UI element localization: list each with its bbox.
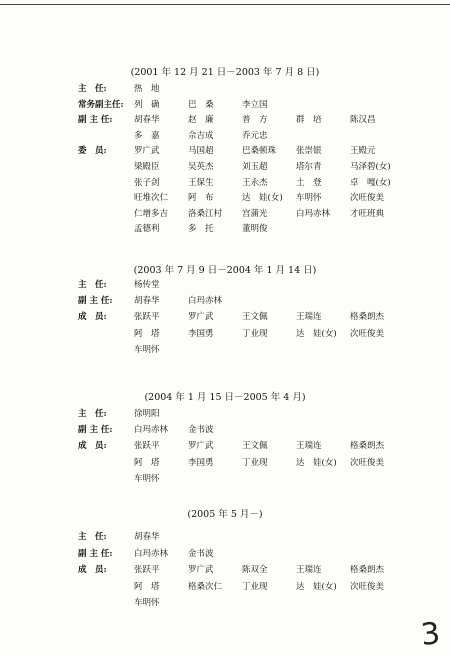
roster-row bbox=[0, 439, 450, 453]
member-name: 罗广武 bbox=[188, 441, 214, 452]
member-name: 丁业现 bbox=[242, 581, 268, 592]
member-name: 罗广武 bbox=[188, 312, 214, 323]
roster-row bbox=[0, 407, 450, 421]
member-name: 白玛赤林 bbox=[134, 548, 169, 559]
roster-row bbox=[0, 278, 450, 292]
roster-row bbox=[0, 343, 450, 357]
role-label: 成 员: bbox=[78, 565, 107, 575]
member-name: 梁殿臣 bbox=[134, 162, 160, 172]
member-name: 胡春华 bbox=[134, 532, 160, 542]
member-name: 丁业现 bbox=[242, 457, 268, 468]
member-name: 王殿元 bbox=[350, 146, 376, 157]
member-name: 车明怀 bbox=[296, 193, 322, 204]
member-name: 赵 廉 bbox=[188, 115, 214, 126]
member-name: 达 娃(女) bbox=[242, 193, 283, 204]
member-name: 才旺班典 bbox=[350, 208, 385, 219]
member-name: 罗广武 bbox=[134, 146, 160, 157]
member-name: 胡春华 bbox=[134, 296, 160, 307]
roster-row bbox=[0, 547, 450, 561]
role-label: 成 员: bbox=[78, 441, 107, 452]
roster-row bbox=[0, 207, 450, 221]
member-name: 格桑朗杰 bbox=[350, 565, 385, 575]
member-name: 金书波 bbox=[188, 548, 214, 559]
role-label: 主 任: bbox=[78, 84, 107, 94]
member-name: 巴桑顿珠 bbox=[242, 146, 277, 157]
roster-row bbox=[0, 310, 450, 324]
roster-row bbox=[0, 327, 450, 341]
member-name: 吴英杰 bbox=[188, 162, 214, 172]
member-name: 洛桑江村 bbox=[188, 208, 223, 219]
roster-row bbox=[0, 563, 450, 577]
member-name: 罗广武 bbox=[188, 565, 214, 575]
roster-row bbox=[0, 294, 450, 308]
period-heading: (2001 年 12 月 21 日－2003 年 7 月 8 日) bbox=[130, 67, 320, 78]
member-name: 张跃平 bbox=[134, 565, 160, 575]
member-name: 丁业现 bbox=[242, 328, 268, 339]
member-name: 车明怀 bbox=[134, 344, 160, 355]
member-name: 孟德利 bbox=[134, 224, 160, 235]
period-heading: (2005 年 5 月－) bbox=[187, 509, 263, 520]
member-name: 旺堆次仁 bbox=[134, 193, 169, 204]
member-name: 白玛赤林 bbox=[188, 296, 223, 307]
member-name: 王瑞连 bbox=[296, 565, 322, 575]
role-label: 副 主 任: bbox=[78, 548, 113, 559]
roster-row bbox=[0, 98, 450, 112]
role-label: 主 任: bbox=[78, 409, 107, 419]
member-name: 巴 桑 bbox=[188, 99, 214, 110]
member-name: 次旺俊美 bbox=[350, 193, 385, 204]
member-name: 白玛赤林 bbox=[296, 208, 331, 219]
member-name: 金书波 bbox=[188, 425, 214, 436]
member-name: 达 娃(女) bbox=[296, 457, 337, 468]
member-name: 次旺俊美 bbox=[350, 457, 385, 468]
member-name: 马泽碧(女) bbox=[350, 162, 391, 172]
member-name: 张子剑 bbox=[134, 177, 160, 188]
member-name: 达 娃(女) bbox=[296, 328, 337, 339]
member-name: 车明怀 bbox=[134, 473, 160, 484]
member-name: 王保生 bbox=[188, 177, 214, 188]
role-label: 副 主 任: bbox=[78, 296, 113, 307]
member-name: 塔尔青 bbox=[296, 162, 322, 172]
page-number-mark: 3 bbox=[419, 616, 442, 653]
roster-row bbox=[0, 456, 450, 470]
member-name: 格桑朗杰 bbox=[350, 312, 385, 323]
member-name: 次旺俊美 bbox=[350, 581, 385, 592]
member-name: 陈双全 bbox=[242, 565, 268, 575]
member-name: 群 培 bbox=[296, 115, 322, 126]
role-label: 委 员: bbox=[78, 146, 107, 157]
member-name: 刘玉超 bbox=[242, 162, 268, 172]
member-name: 李国勇 bbox=[188, 328, 214, 339]
member-name: 李国勇 bbox=[188, 457, 214, 468]
roster-row bbox=[0, 596, 450, 610]
member-name: 张跃平 bbox=[134, 441, 160, 452]
member-name: 徐明阳 bbox=[134, 409, 160, 419]
member-name: 阿 布 bbox=[188, 193, 214, 204]
member-name: 格桑次仁 bbox=[188, 581, 223, 592]
member-name: 普 方 bbox=[242, 115, 268, 126]
member-name: 列 确 bbox=[134, 99, 160, 110]
member-name: 乔元忠 bbox=[242, 130, 268, 141]
member-name: 董明俊 bbox=[242, 224, 268, 235]
member-name: 阿 塔 bbox=[134, 328, 160, 339]
member-name: 多 托 bbox=[188, 224, 214, 235]
top-border-line bbox=[0, 4, 450, 5]
roster-row bbox=[0, 191, 450, 205]
role-label: 主 任: bbox=[78, 532, 107, 542]
member-name: 卓 嘎(女) bbox=[350, 177, 391, 188]
roster-row bbox=[0, 176, 450, 190]
roster-row bbox=[0, 82, 450, 96]
member-name: 王瑞连 bbox=[296, 312, 322, 323]
role-label: 常务副主任: bbox=[78, 99, 124, 110]
period-heading: (2004 年 1 月 15 日－2005 年 4 月) bbox=[144, 392, 306, 403]
roster-row bbox=[0, 580, 450, 594]
member-name: 白玛赤林 bbox=[134, 425, 169, 436]
member-name: 阿 塔 bbox=[134, 457, 160, 468]
member-name: 王永杰 bbox=[242, 177, 268, 188]
roster-row bbox=[0, 222, 450, 236]
member-name: 胡春华 bbox=[134, 115, 160, 126]
member-name: 多 嘉 bbox=[134, 130, 160, 141]
member-name: 杨传堂 bbox=[134, 280, 160, 290]
roster-row bbox=[0, 530, 450, 544]
roster-row bbox=[0, 160, 450, 174]
role-label: 副 主 任: bbox=[78, 115, 113, 126]
member-name: 土 登 bbox=[296, 177, 322, 188]
member-name: 热 地 bbox=[134, 84, 160, 94]
role-label: 成 员: bbox=[78, 312, 107, 323]
member-name: 达 娃(女) bbox=[296, 581, 337, 592]
member-name: 车明怀 bbox=[134, 598, 160, 608]
member-name: 张跃平 bbox=[134, 312, 160, 323]
member-name: 王文佩 bbox=[242, 312, 268, 323]
roster-row bbox=[0, 423, 450, 437]
member-name: 仁增多吉 bbox=[134, 208, 169, 219]
roster-row bbox=[0, 472, 450, 486]
roster-row bbox=[0, 113, 450, 127]
member-name: 张崇银 bbox=[296, 146, 322, 157]
period-heading: (2003 年 7 月 9 日－2004 年 1 月 14 日) bbox=[133, 265, 317, 276]
role-label: 副 主 任: bbox=[78, 425, 113, 436]
member-name: 王瑞连 bbox=[296, 441, 322, 452]
member-name: 阿 塔 bbox=[134, 581, 160, 592]
member-name: 王文佩 bbox=[242, 441, 268, 452]
member-name: 次旺俊美 bbox=[350, 328, 385, 339]
member-name: 格桑朗杰 bbox=[350, 441, 385, 452]
role-label: 主 任: bbox=[78, 280, 107, 290]
roster-row bbox=[0, 129, 450, 143]
member-name: 马国超 bbox=[188, 146, 214, 157]
member-name: 李立国 bbox=[242, 99, 268, 110]
member-name: 陈汉昌 bbox=[350, 115, 376, 126]
member-name: 佘吉成 bbox=[188, 130, 214, 141]
member-name: 宫蒲光 bbox=[242, 208, 268, 219]
roster-row bbox=[0, 144, 450, 158]
